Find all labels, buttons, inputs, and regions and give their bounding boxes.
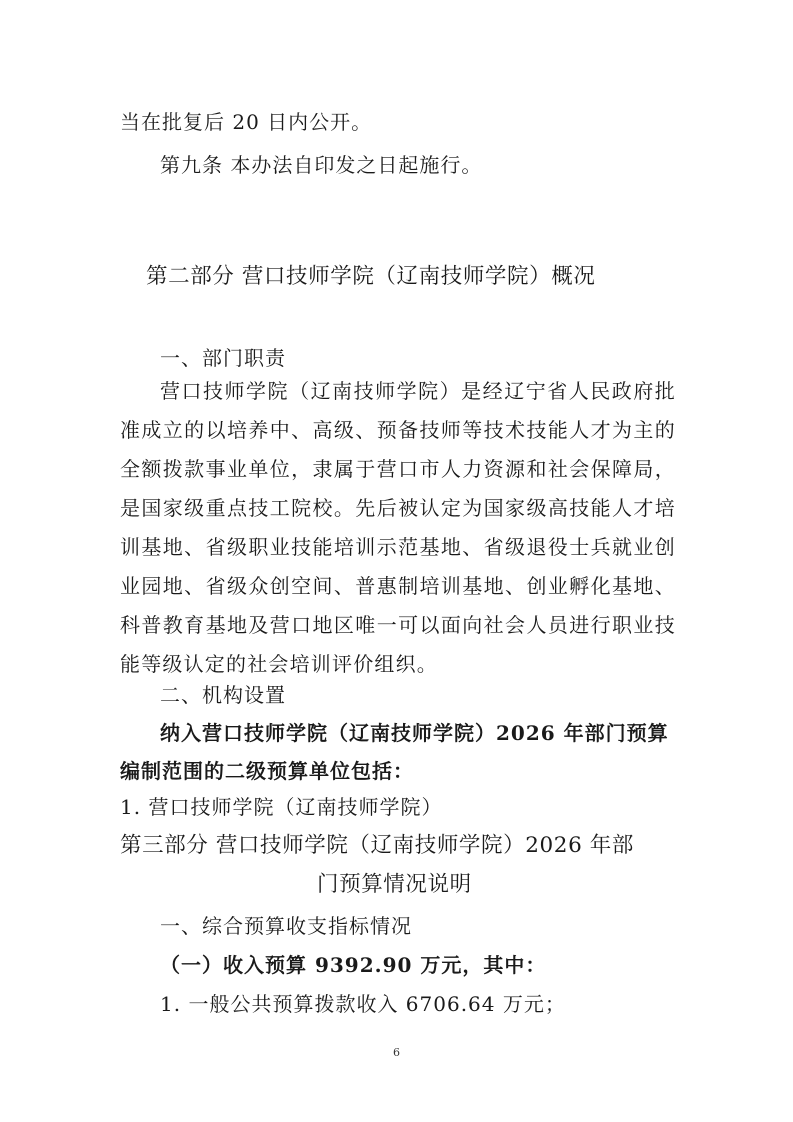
unit-list-item: 1. 营口技师学院（辽南技师学院） xyxy=(120,795,443,819)
page-number: 6 xyxy=(393,1046,400,1059)
part-two-title: 第二部分 营口技师学院（辽南技师学院）概况 xyxy=(146,264,596,289)
section-heading-budget: 一、综合预算收支指标情况 xyxy=(160,914,412,938)
duties-paragraph: 营口技师学院（辽南技师学院）是经辽宁省人民政府批准成立的以培养中、高级、预备技师等技术技能人才为主的全额拨款事业单位，隶属于营口市人力资源和社会保障局，是国家级重点技工院校。先后被认定为国家级高技能人才培训基地、省级职业技能培训示范基地、省级退役士兵就业创业园地、省级众创空间、普惠制培训基地、创业孵化基地、科普教育基地及营口地区唯一可以面向社会人员进行职业技能等级认定的社会培训评价组织。 xyxy=(120,379,676,676)
structure-paragraph-line-2: 编制范围的二级预算单位包括： xyxy=(120,759,414,783)
income-budget-line: （一）收入预算 9392.90 万元，其中： xyxy=(160,953,547,977)
part-three-title-line-2: 门预算情况说明 xyxy=(317,872,472,897)
section-heading-structure: 二、机构设置 xyxy=(160,683,286,707)
income-item-general-budget: 1. 一般公共预算拨款收入 6706.64 万元； xyxy=(160,992,566,1016)
section-heading-duties: 一、部门职责 xyxy=(160,346,286,370)
part-three-title-line-1: 第三部分 营口技师学院（辽南技师学院）2026 年部 xyxy=(120,833,634,858)
article-nine: 第九条 本办法自印发之日起施行。 xyxy=(160,153,483,177)
text-line: 当在批复后 20 日内公开。 xyxy=(120,110,373,134)
structure-paragraph-line-1: 纳入营口技师学院（辽南技师学院）2026 年部门预算 xyxy=(160,721,669,745)
